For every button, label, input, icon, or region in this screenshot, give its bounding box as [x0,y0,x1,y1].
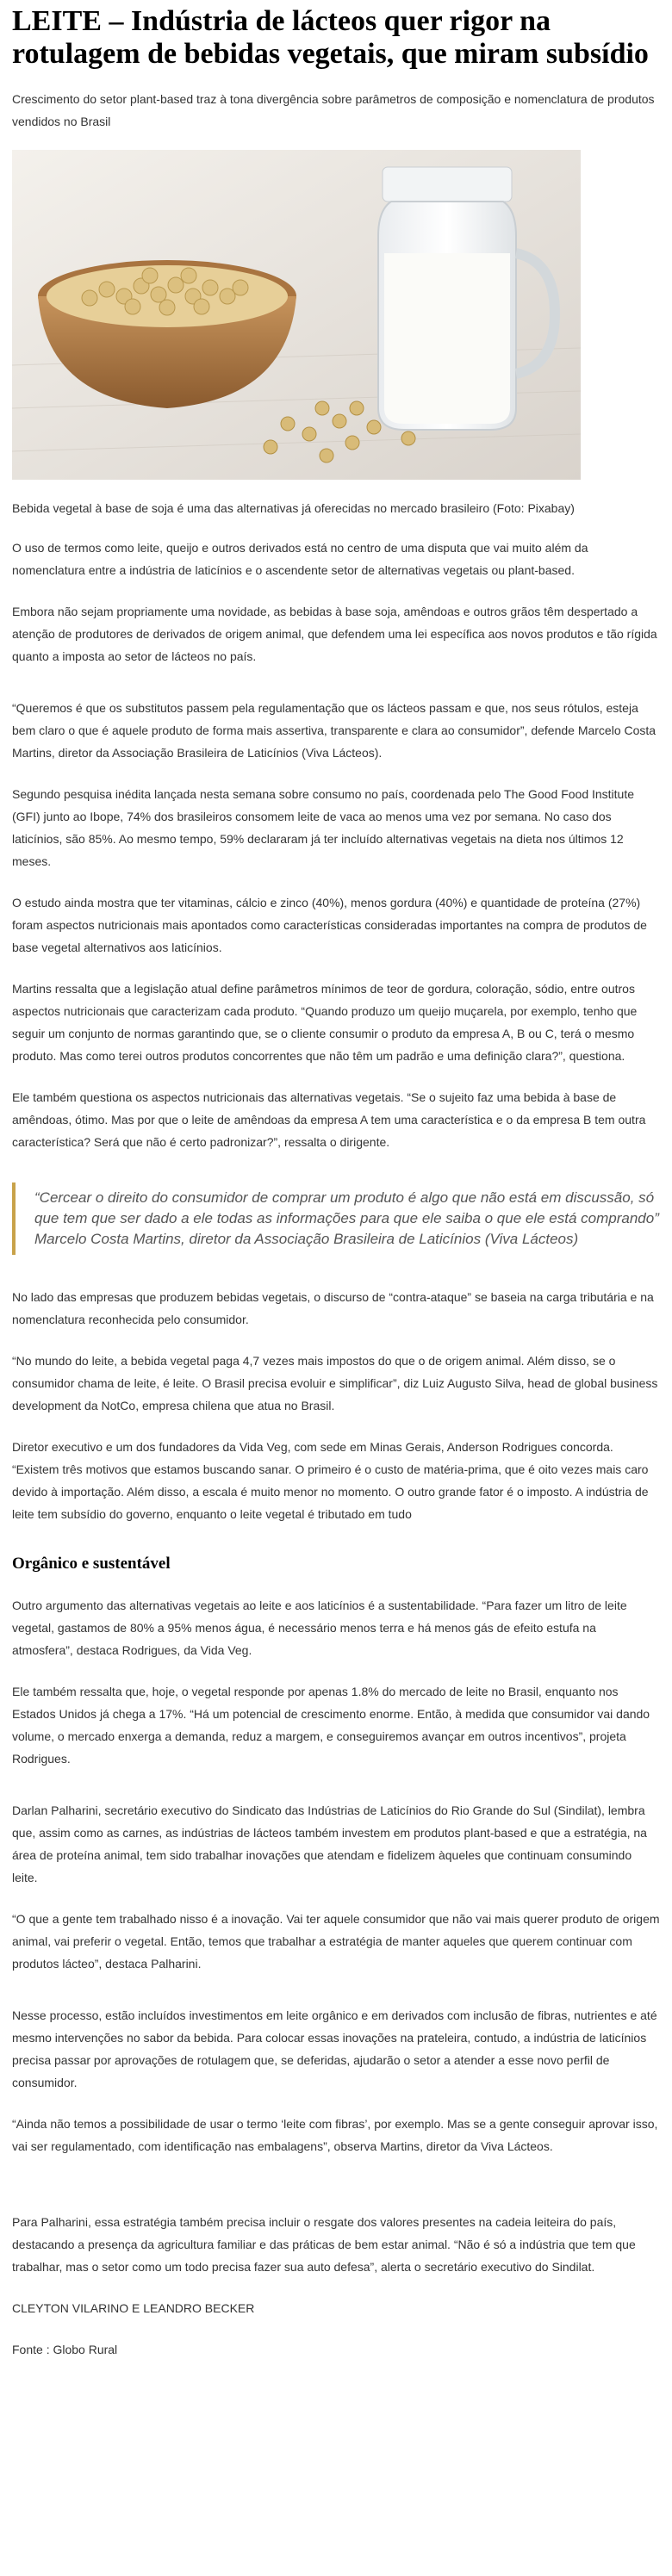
paragraph: “No mundo do leite, a bebida vegetal paga 4,7 vezes mais impostos do que o de origem animal. Além disso, se o consumidor chama de leite, é leite. O Brasil precisa evoluir e simplificar”, diz Luiz Augusto Silva, head de global business development da NotCo, empresa chilena que atua no Brasil. [12,1354,658,1412]
pull-quote-text: “Cercear o direito do consumidor de comprar um produto é algo que não está em discussão, só que tem que ser dado a ele todas as informações para que ele saiba o que ele está comprando” [34,1189,659,1226]
pull-quote-author: Marcelo Costa Martins, diretor da Associação Brasileira de Laticínios (Viva Lácteos) [34,1231,579,1247]
source: Fonte : Globo Rural [12,2343,118,2356]
paragraph: Diretor executivo e um dos fundadores da Vida Veg, com sede em Minas Gerais, Anderson Rodrigues concorda. “Existem três motivos que estamos buscando sanar. O primeiro é o custo de matéria-prima, que é oito vezes mais caro devido à importação. Além disso, a escala é muito menor no momento. O outro grande fator é o imposto. A indústria de leite tem subsídio do governo, enquanto o leite vegetal é tributado em tudo [12,1440,649,1521]
byline: CLEYTON VILARINO E LEANDRO BECKER [12,2301,255,2315]
paragraph: O estudo ainda mostra que ter vitaminas, cálcio e zinco (40%), menos gordura (40%) e quantidade de proteína (27%) foram aspectos nutricionais mais apontados como características consideradas importantes na compra de produtos de base vegetal alternativos aos laticínios. [12,896,647,954]
paragraph: Segundo pesquisa inédita lançada nesta semana sobre consumo no país, coordenada pelo The Good Food Institute (GFI) junto ao Ibope, 74% dos brasileiros consomem leite de vaca ao menos uma vez por semana. No caso dos laticínios, são 85%. Ao mesmo tempo, 59% declararam já ter incluído alternativas vegetais na dieta nos últimos 12 meses. [12,787,635,868]
paragraph: Para Palharini, essa estratégia também precisa incluir o resgate dos valores presentes na cadeia leiteira do país, destacando a presença da agricultura familiar e das práticas de bem estar animal. “Não é só a indústria que tem que trabalhar, mas o setor como um todo precisa fazer sua auto defesa”, alerta o secretário executivo do Sindilat. [12,2215,636,2274]
article-photo [12,150,581,480]
article-title: LEITE – Indústria de lácteos quer rigor na rotulagem de bebidas vegetais, que miram subsídio [12,5,649,70]
image-caption: Bebida vegetal à base de soja é uma das alternativas já oferecidas no mercado brasileiro (Foto: Pixabay) [12,501,575,515]
paragraph: Embora não sejam propriamente uma novidade, as bebidas à base soja, amêndoas e outros grãos têm despertado a atenção de produtores de derivados de origem animal, que defendem uma lei específica aos novos produtos e tão rígida quanto a imposta ao setor de lácteos no país. [12,605,657,663]
paragraph: “Queremos é que os substitutos passem pela regulamentação que os lácteos passam e que, nos seus rótulos, esteja bem claro o que é aquele produto de forma mais assertiva, transparente e clara ao consumidor”, defende Marcelo Costa Martins, diretor da Associação Brasileira de Laticínios (Viva Lácteos). [12,701,656,760]
paragraph: Ele também questiona os aspectos nutricionais das alternativas vegetais. “Se o sujeito faz uma bebida à base de amêndoas, ótimo. Mas por que o leite de amêndoas da empresa A tem uma característica e o da empresa B tem outra característica? Será que não é certo padronizar?”, ressalta o dirigente. [12,1090,646,1149]
paragraph: O uso de termos como leite, queijo e outros derivados está no centro de uma disputa que vai muito além da nomenclatura entre a indústria de laticínios e o ascendente setor de alternativas vegetais ou plant-based. [12,541,588,577]
paragraph: Ele também ressalta que, hoje, o vegetal responde por apenas 1.8% do mercado de leite no Brasil, enquanto nos Estados Unidos já chega a 17%. “Há um potencial de crescimento enorme. Então, à medida que consumidor vai dando volume, o mercado enxerga a demanda, reduz a margem, e conseguiremos avançar em outros incentivos”, projeta Rodrigues. [12,1685,650,1766]
article [0,5,672,2361]
paragraph: No lado das empresas que produzem bebidas vegetais, o discurso de “contra-ataque” se baseia na carga tributária e na nomenclatura reconhecida pelo consumidor. [12,1290,654,1326]
paragraph: Nesse processo, estão incluídos investimentos em leite orgânico e em derivados com inclusão de fibras, nutrientes e até mesmo intervenções no sabor da bebida. Para colocar essas inovações na prateleira, contudo, a indústria de laticínios precisa passar por aprovações de rotulagem que, se deferidas, ajudarão o setor a atender a esse novo perfil de consumidor. [12,2008,657,2089]
pull-quote [12,1182,660,1255]
soy-milk-photo-illustration [12,150,581,480]
paragraph: Outro argumento das alternativas vegetais ao leite e aos laticínios é a sustentabilidade. “Para fazer um litro de leite vegetal, gastamos de 80% a 95% menos água, é necessário menos terra e há menos gás de efeito estufa na atmosfera”, destaca Rodrigues, da Vida Veg. [12,1598,627,1657]
paragraph: “Ainda não temos a possibilidade de usar o termo ‘leite com fibras’, por exemplo. Mas se a gente conseguir aprovar isso, vai ser regulamentado, com identificação nas embalagens”, observa Martins, diretor da Viva Lácteos. [12,2117,658,2153]
paragraph: “O que a gente tem trabalhado nisso é a inovação. Vai ter aquele consumidor que não vai mais querer produto de origem animal, vai preferir o vegetal. Então, temos que trabalhar a estratégia de manter aqueles que querem continuar com produtos lácteo”, destaca Palharini. [12,1912,660,1971]
paragraph: Darlan Palharini, secretário executivo do Sindicato das Indústrias de Laticínios do Rio Grande do Sul (Sindilat), lembra que, assim como as carnes, as indústrias de lácteos também investem em produtos plant-based e que a estratégia, na área de proteína animal, tem sido trabalhar inovações que atendam e fidelizem àqueles que continuam consumindo leite. [12,1803,647,1884]
section-heading: Orgânico e sustentável [12,1555,171,1573]
paragraph: Martins ressalta que a legislação atual define parâmetros mínimos de teor de gordura, coloração, sódio, entre outros aspectos nutricionais que caracterizam cada produto. “Quando produzo um queijo muçarela, por exemplo, tenho que seguir um conjunto de normas garantindo que, se o cliente consumir o produto da empresa A, B ou C, terá o mesmo produto. Mas como terei outros produtos concorrentes que não têm um padrão e uma definição clara?”, questiona. [12,982,638,1063]
article-lead: Crescimento do setor plant-based traz à tona divergência sobre parâmetros de composição e nomenclatura de produtos vendidos no Brasil [12,92,655,128]
